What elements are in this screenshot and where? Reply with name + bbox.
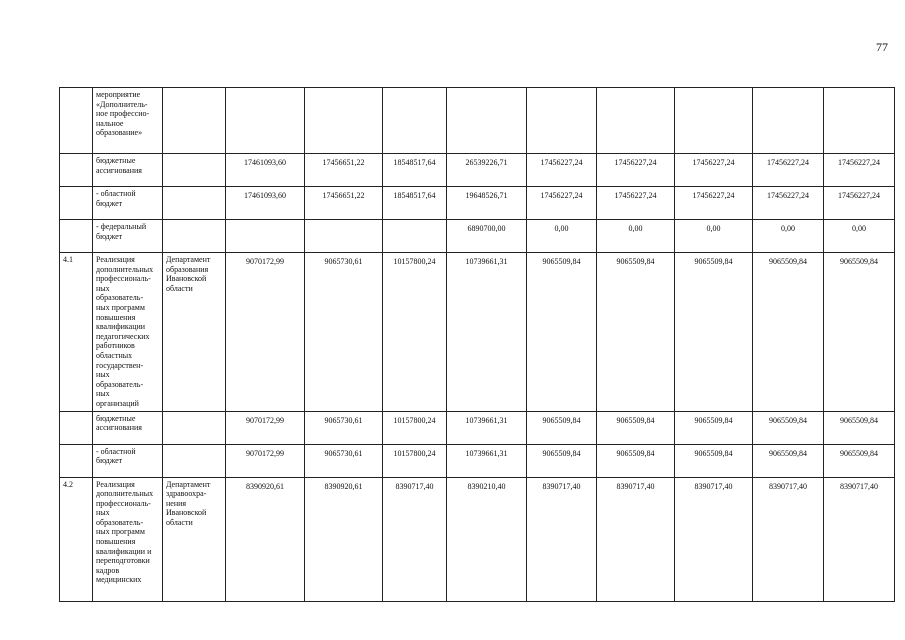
row-value-cell: 8390210,40 [447,477,527,601]
row-index-cell [60,187,93,220]
row-value-cell: 18548517,64 [383,154,447,187]
table-row [60,154,895,187]
table-row [60,444,895,477]
row-value-cell: 0,00 [597,220,675,253]
row-value-cell [226,88,305,154]
row-executor-cell: Департамент здравоохра- нения Ивановской области [163,477,226,601]
row-name-cell: - областной бюджет [93,187,163,220]
row-name-cell: бюджетные ассигнования [93,154,163,187]
row-value-cell: 8390920,61 [305,477,383,601]
row-value-cell: 8390717,40 [675,477,753,601]
row-index-cell [60,411,93,444]
row-value-cell: 6890700,00 [447,220,527,253]
row-value-cell: 17456227,24 [597,187,675,220]
row-value-cell: 9065509,84 [597,253,675,412]
row-executor-cell [163,154,226,187]
row-value-cell: 0,00 [675,220,753,253]
row-index-cell [60,88,93,154]
row-value-cell: 18548517,64 [383,187,447,220]
row-index-cell: 4.2 [60,477,93,601]
row-value-cell: 17456227,24 [824,154,895,187]
row-executor-cell [163,88,226,154]
row-value-cell: 8390717,40 [824,477,895,601]
row-value-cell: 9070172,99 [226,253,305,412]
row-value-cell: 10739661,31 [447,411,527,444]
row-index-cell [60,220,93,253]
row-name-cell: бюджетные ассигнования [93,411,163,444]
row-value-cell [527,88,597,154]
row-value-cell: 9065509,84 [675,253,753,412]
row-value-cell: 9070172,99 [226,411,305,444]
row-value-cell: 9065509,84 [675,411,753,444]
row-index-cell [60,154,93,187]
row-value-cell: 9065509,84 [753,411,824,444]
row-value-cell [597,88,675,154]
row-value-cell: 9065509,84 [753,253,824,412]
row-value-cell [447,88,527,154]
row-value-cell: 17456651,22 [305,187,383,220]
row-value-cell [383,220,447,253]
row-value-cell: 9065509,84 [824,253,895,412]
row-value-cell: 9065509,84 [824,411,895,444]
row-value-cell: 9065509,84 [597,411,675,444]
row-executor-cell [163,444,226,477]
row-value-cell: 9065509,84 [675,444,753,477]
table-row [60,220,895,253]
row-value-cell: 0,00 [527,220,597,253]
table-row [60,88,895,154]
row-value-cell: 9065509,84 [753,444,824,477]
row-value-cell [305,220,383,253]
row-executor-cell [163,411,226,444]
row-value-cell: 9065509,84 [527,411,597,444]
row-name-cell: Реализация дополнительных профессиональ- ных образователь- ных программ повышения квалификации педагогических работников областных государствен- ных образователь- ных организаций [93,253,163,412]
row-name-cell: - областной бюджет [93,444,163,477]
page-number: 77 [876,40,888,54]
row-value-cell: 17456227,24 [824,187,895,220]
row-value-cell: 9065509,84 [527,253,597,412]
row-value-cell: 10157800,24 [383,444,447,477]
row-value-cell: 8390717,40 [753,477,824,601]
row-value-cell: 17456227,24 [753,187,824,220]
row-value-cell [675,88,753,154]
row-value-cell [305,88,383,154]
table-row [60,411,895,444]
row-value-cell: 17456227,24 [753,154,824,187]
row-value-cell: 17461093,60 [226,187,305,220]
row-value-cell: 0,00 [753,220,824,253]
row-index-cell: 4.1 [60,253,93,412]
row-value-cell: 0,00 [824,220,895,253]
table-row [60,477,895,601]
row-value-cell: 10739661,31 [447,444,527,477]
row-value-cell: 17456227,24 [675,187,753,220]
table-row [60,187,895,220]
row-executor-cell [163,220,226,253]
row-value-cell: 17456227,24 [527,187,597,220]
row-executor-cell [163,187,226,220]
row-value-cell: 9065730,61 [305,253,383,412]
row-value-cell: 10739661,31 [447,253,527,412]
row-value-cell [383,88,447,154]
row-value-cell: 8390717,40 [597,477,675,601]
row-value-cell: 26539226,71 [447,154,527,187]
row-value-cell: 17456651,22 [305,154,383,187]
budget-table [59,87,895,602]
row-value-cell [226,220,305,253]
row-value-cell: 9065730,61 [305,444,383,477]
row-value-cell: 9065509,84 [824,444,895,477]
row-value-cell: 17461093,60 [226,154,305,187]
row-value-cell: 17456227,24 [597,154,675,187]
row-value-cell: 10157800,24 [383,253,447,412]
row-value-cell: 8390717,40 [383,477,447,601]
row-value-cell: 17456227,24 [675,154,753,187]
row-name-cell: Реализация дополнительных профессиональ- ных образователь- ных программ повышения квалификации и переподготовки кадров медицинских [93,477,163,601]
row-name-cell: мероприятие «Дополнитель- ное профессио- нальное образование» [93,88,163,154]
row-value-cell: 19648526,71 [447,187,527,220]
row-value-cell [753,88,824,154]
row-value-cell: 8390920,61 [226,477,305,601]
row-value-cell: 9065509,84 [527,444,597,477]
row-value-cell [824,88,895,154]
row-value-cell: 9070172,99 [226,444,305,477]
row-value-cell: 10157800,24 [383,411,447,444]
table-row [60,253,895,412]
row-index-cell [60,444,93,477]
row-name-cell: - федеральный бюджет [93,220,163,253]
row-value-cell: 9065730,61 [305,411,383,444]
row-value-cell: 17456227,24 [527,154,597,187]
row-value-cell: 8390717,40 [527,477,597,601]
row-value-cell: 9065509,84 [597,444,675,477]
row-executor-cell: Департамент образования Ивановской области [163,253,226,412]
